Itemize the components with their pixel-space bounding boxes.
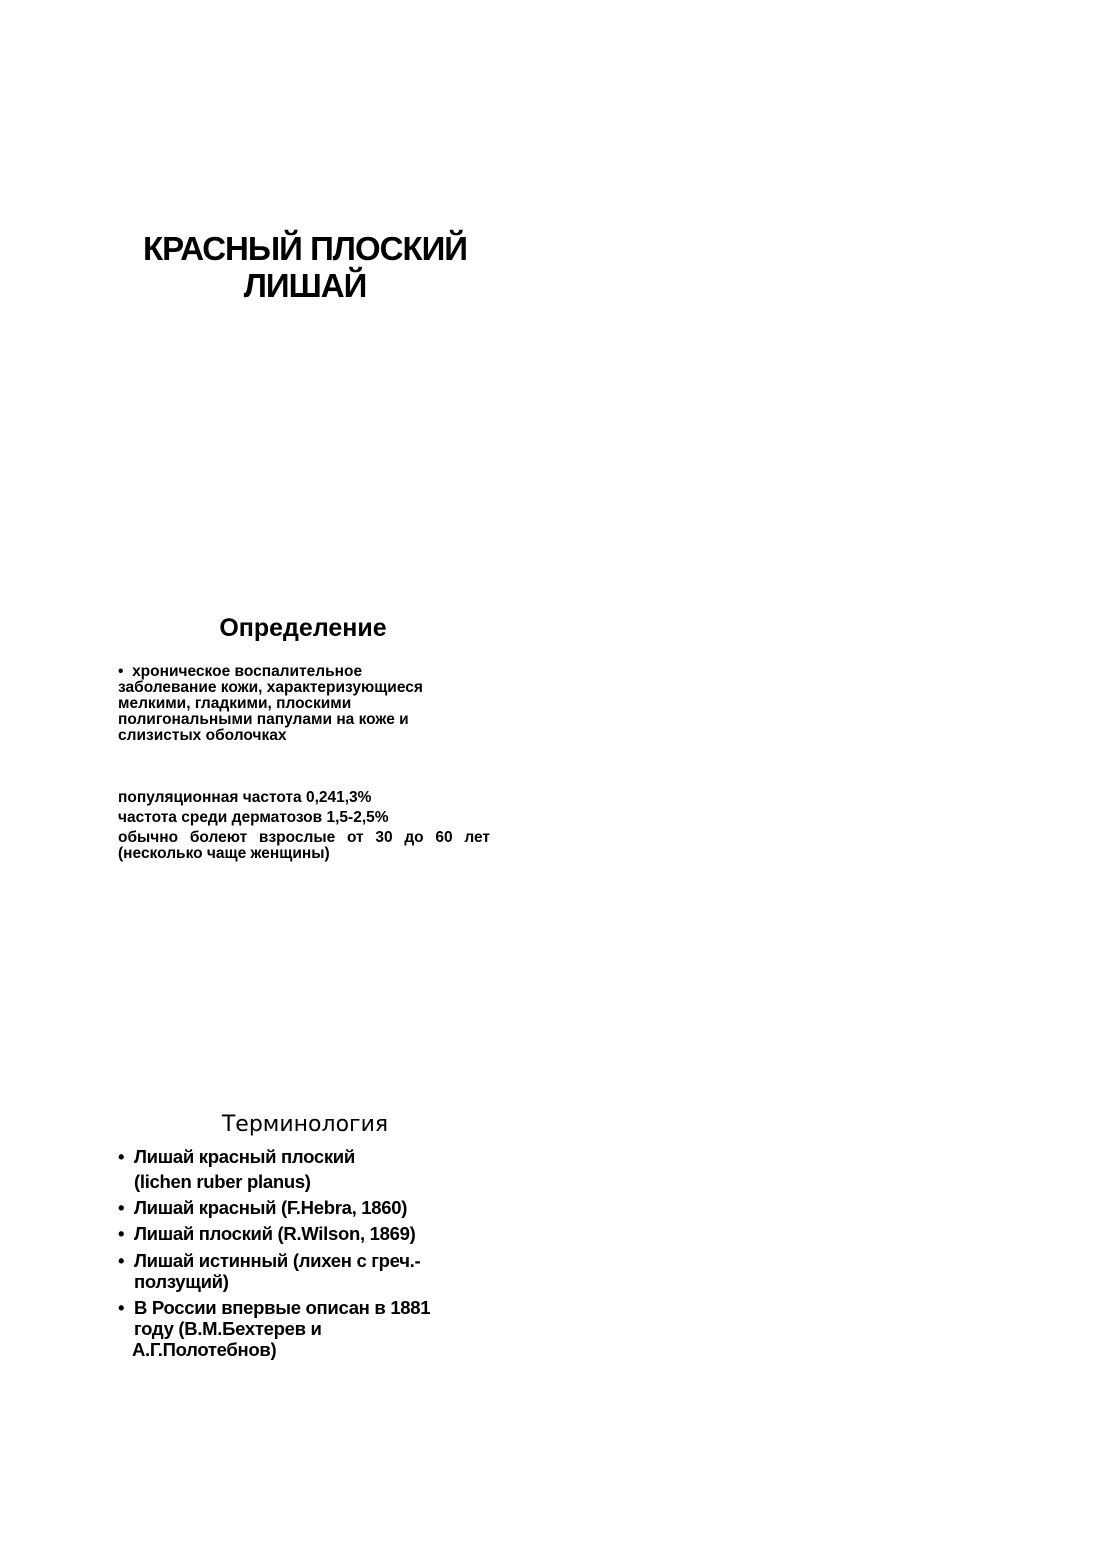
definition-heading: Определение: [219, 614, 387, 642]
term-line: А.Г.Полотебнов): [132, 1339, 277, 1360]
bullet-glyph: •: [118, 1297, 125, 1318]
bullet-glyph: •: [118, 1197, 125, 1218]
age-range: обычно болеют взрослые от 30 до 60 лет: [118, 829, 490, 846]
title-line-2: ЛИШАЙ: [243, 267, 367, 304]
definition-line: заболевание кожи, характеризующиеся: [118, 679, 423, 696]
population-frequency: популяционная частота 0,241,3%: [118, 789, 372, 806]
term-line: Лишай истинный (лихен с греч.-: [134, 1250, 421, 1271]
terminology-list: [118, 1145, 498, 1360]
term-line: (lichen ruber planus): [134, 1171, 311, 1192]
definition-text: [118, 664, 490, 744]
term-line: В России впервые описан в 1881: [134, 1297, 431, 1318]
terminology-heading: Терминология: [221, 1112, 389, 1137]
document-title: [120, 230, 490, 304]
list-item: [118, 1222, 498, 1246]
term-line: году (В.М.Бехтерев и: [134, 1318, 322, 1339]
list-item: [118, 1145, 498, 1194]
term-line: Лишай красный (F.Hebra, 1860): [134, 1197, 408, 1218]
term-line: Лишай красный плоский: [134, 1146, 355, 1167]
bullet-glyph: •: [118, 1223, 125, 1244]
dermatoses-frequency: частота среди дерматозов 1,5-2,5%: [118, 809, 389, 826]
epidemiology-stats: [118, 789, 490, 862]
definition-line: слизистых оболочках: [118, 727, 287, 744]
list-item: [118, 1250, 498, 1292]
definition-line: полигональными папулами на коже и: [118, 711, 409, 728]
definition-line: • хроническое воспалительное: [118, 663, 363, 680]
list-item: [118, 1297, 498, 1360]
gender-note: (несколько чаще женщины): [118, 845, 330, 862]
term-line: ползущий): [134, 1271, 229, 1292]
bullet-glyph: •: [118, 1146, 125, 1167]
definition-line: мелкими, гладкими, плоскими: [118, 695, 352, 712]
bullet-glyph: •: [118, 663, 124, 680]
term-line: Лишай плоский (R.Wilson, 1869): [134, 1223, 416, 1244]
title-line-1: КРАСНЫЙ ПЛОСКИЙ: [142, 230, 468, 267]
list-item: [118, 1196, 498, 1220]
bullet-glyph: •: [118, 1250, 125, 1271]
